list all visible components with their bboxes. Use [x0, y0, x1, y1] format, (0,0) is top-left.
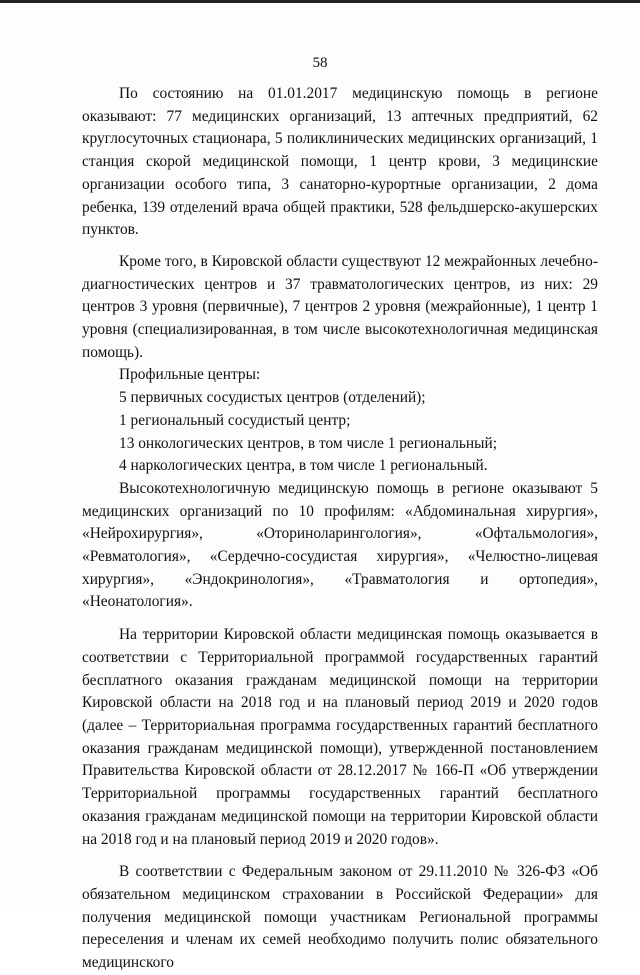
- list-item: 1 региональный сосудистый центр;: [119, 411, 351, 429]
- paragraph-territorial-program: На территории Кировской области медицинская помощь оказывается в соответствии с Территориальной программой государственных гарантий бесплатного оказания гражданам медицинской помощи на территории Кировской области на 2018 год и на плановый период 2019 и 2020 годов (далее – Территориальная программа государственных гарантий бесплатного оказания гражданам медицинской помощи), утвержденной постановлением Правительства Кировской области от 28.12.2017 № 166-П «Об утверждении Территориальной программы государственных гарантий бесплатного оказания гражданам медицинской помощи на территории Кировской области на 2018 год и на плановый период 2019 и 2020 годов».: [82, 626, 598, 848]
- paragraph-centers: Кроме того, в Кировской области существуют 12 межрайонных лечебно-диагностических центров и 37 травматологических центров, из них: 29 центров 3 уровня (первичные), 7 центров 2 уровня (межрайонные), 1 центр 1 уровня (специализированная, в том числе высокотехнологичная медицинская помощь).: [82, 252, 598, 361]
- paragraph-high-tech: Высокотехнологичную медицинскую помощь в регионе оказывают 5 медицинских организаций по 10 профилям: «Абдоминальная хирургия», «Нейрохирургия», «Оториноларингология», «Офтальмология», «Ревматология», «Сердечно-сосудистая хирургия», «Челюстно-лицевая хирургия», «Эндокринология», «Травматология и ортопедия», «Неонатология».: [82, 479, 598, 611]
- list-item: 13 онкологических центров, в том числе 1 региональный;: [119, 434, 497, 452]
- list-item: 5 первичных сосудистых центров (отделений);: [119, 389, 426, 407]
- document-body: [82, 83, 598, 975]
- list-item: 4 наркологических центра, в том числе 1 региональный.: [119, 457, 488, 475]
- paragraph-profile-heading: Профильные центры:: [119, 366, 261, 384]
- paragraph-federal-law: В соответствии с Федеральным законом от 29.11.2010 № 326-ФЗ «Об обязательном медицинском страховании в Российской Федерации» для получения медицинской помощи участникам Региональной программы переселения и членам их семей необходимо получить полис обязательного медицинского: [82, 863, 598, 972]
- paragraph-facilities: По состоянию на 01.01.2017 медицинскую помощь в регионе оказывают: 77 медицинских организаций, 13 аптечных предприятий, 62 круглосуточных стационара, 5 поликлинических медицинских организаций, 1 станция скорой медицинской помощи, 1 центр крови, 3 медицинские организации особого типа, 3 санаторно-курортные организации, 2 дома ребенка, 139 отделений врача общей практики, 528 фельдшерско-акушерских пунктов.: [82, 85, 598, 239]
- page-number: 58: [312, 55, 328, 71]
